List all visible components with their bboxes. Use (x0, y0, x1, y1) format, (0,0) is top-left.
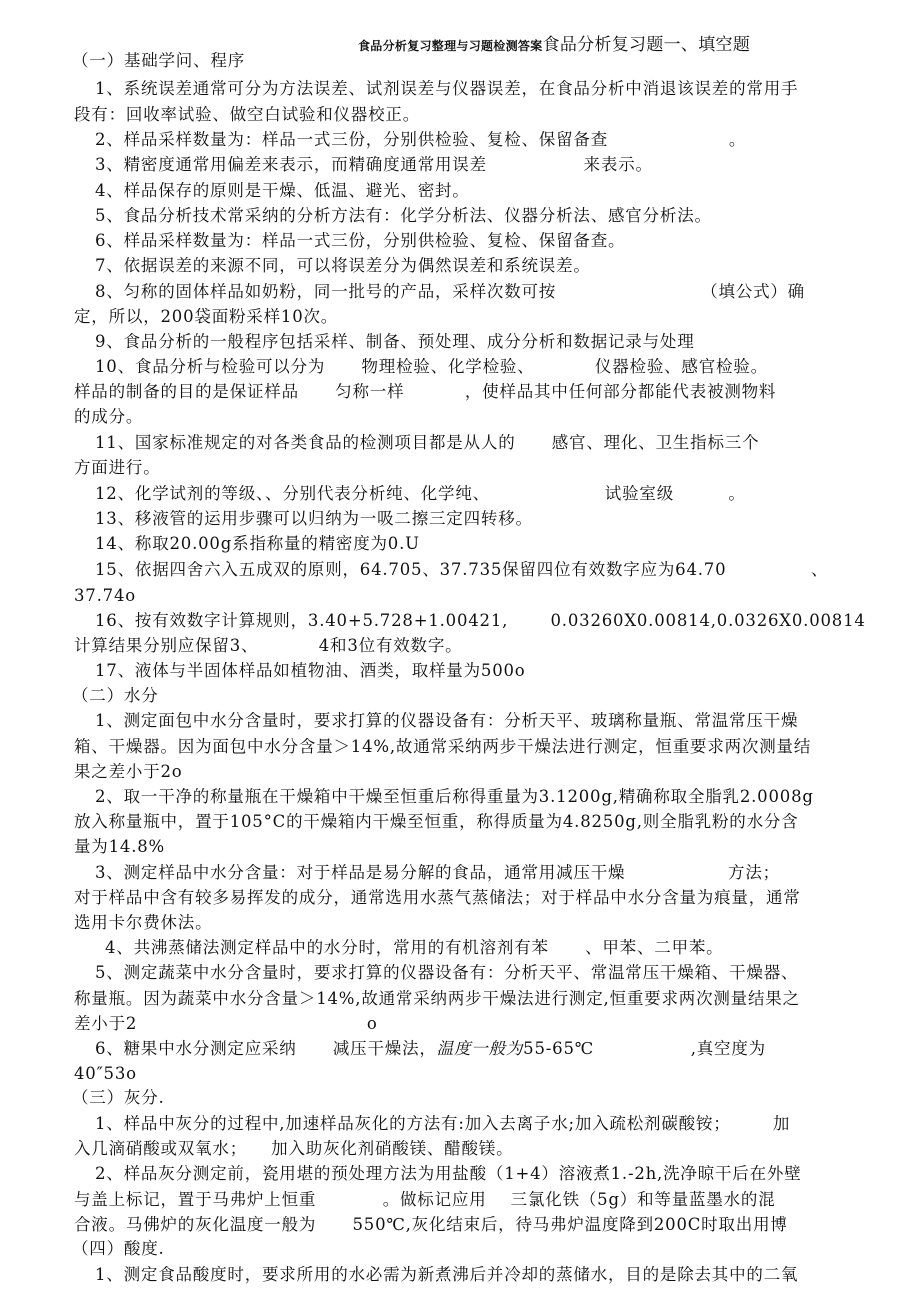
text-line: 与盖上标记，置于马弗炉上恒重 。做标记应用 三氯化铁（5g）和等量蓝墨水的混 (74, 1190, 776, 1209)
text-line: 6、样品采样数量为：样品一式三份，分别供检验、复检、保留备查。 (95, 231, 626, 250)
header-large-title: 食品分析复习题一、填空题 (542, 35, 751, 55)
text-line: 6、糖果中水分测定应采纳 减压干燥法，温度一般为55-65℃ ,真空度为 (95, 1039, 766, 1058)
text-line: 称量瓶。因为蔬菜中水分含量＞14%,故通常采纳两步干燥法进行测定,恒重要求两次测量结果之 (74, 989, 800, 1008)
text-line: 段有：回收率试验、做空白试验和仪器校正。 (74, 105, 420, 124)
text-line: 4、共沸蒸储法测定样品中的水分时，常用的有机溶剂有苯 、甲苯、二甲苯。 (105, 938, 724, 957)
text-line: 17、液体与半固体样品如植物油、酒类，取样量为500o (95, 661, 526, 680)
text-line: 果之差小于2o (74, 762, 183, 781)
section-heading-basics: （一）基础学问、程序 (72, 51, 245, 70)
text-line: 10、食品分析与检验可以分为 物理检验、化学检验、 仪器检验、感官检验。 (95, 357, 768, 376)
text-line: 差小于2 o (74, 1014, 378, 1033)
text-line: 对于样品中含有较多易挥发的成分，通常选用水蒸气蒸储法；对于样品中水分含量为痕量，通常 (74, 888, 801, 907)
text-line: 5、测定蔬菜中水分含量时，要求打算的仪器设备有：分析天平、常温常压干燥箱、干燥器、 (95, 963, 799, 982)
document-header (358, 30, 918, 55)
text-line: 定，所以，200袋面粉采样10次。 (74, 307, 339, 326)
text-line: 2、样品灰分测定前，瓷用堪的预处理方法为用盐酸（1+4）溶液煮1.-2h,洗净晾干后在外壁 (95, 1164, 802, 1183)
text-line: 13、移液管的运用步骤可以归纳为一吸二擦三定四转移。 (95, 509, 533, 528)
text-line: 3、精密度通常用偏差来表示，而精确度通常用误差 来表示。 (95, 155, 653, 174)
text-line: 选用卡尔费休法。 (74, 913, 213, 932)
text-line: 7、依据误差的来源不同，可以将误差分为偶然误差和系统误差。 (95, 256, 591, 275)
text-line: 5、食品分析技术常采纳的分析方法有：化学分析法、仪器分析法、感官分析法。 (95, 206, 712, 225)
text-line: 样品的制备的目的是保证样品 匀称一样 ，使样品其中任何部分都能代表被测物料 (74, 382, 777, 401)
text-line: 箱、干燥器。因为面包中水分含量＞14%,故通常采纳两步干燥法进行测定，恒重要求两次测量结 (74, 737, 812, 756)
text-line: 1、样品中灰分的过程中,加速样品灰化的方法有:加入去离子水;加入疏松剂碳酸铵； 加 (95, 1114, 791, 1133)
text-line: 的成分。 (74, 407, 144, 426)
text-line: 12、化学试剂的等级、、分别代表分析纯、化学纯、 试验室级 。 (95, 484, 746, 503)
text-line: 3、测定样品中水分含量：对于样品是易分解的食品，通常用减压干燥 方法； (95, 863, 780, 882)
text-line: 37.74o (74, 586, 136, 605)
text-line: 14、称取20.00g系指称量的精密度为0.U (95, 534, 420, 553)
text-line: 1、系统误差通常可分为方法误差、试剂误差与仪器误差，在食品分析中消退该误差的常用手 (95, 79, 799, 98)
section-heading-acidity: （四）酸度. (72, 1239, 165, 1258)
text-line: 1、测定食品酸度时，要求所用的水必需为新煮沸后并冷却的蒸储水，目的是除去其中的二氧 (95, 1265, 799, 1284)
text-line: 16、按有效数字计算规则，3.40+5.728+1.00421, 0.03260X0.00814,0.0326X0.00814 (95, 611, 866, 630)
italic-text: 温度一般为 (436, 1039, 524, 1058)
text-line: 1、测定面包中水分含量时，要求打算的仪器设备有：分析天平、玻璃称量瓶、常温常压干燥 (95, 711, 799, 730)
text-line: 15、依据四舍六入五成双的原则，64.705、37.735保留四位有效数字应为64.70 、 (95, 560, 829, 579)
text-line: 9、食品分析的一般程序包括采样、制备、预处理、成分分析和数据记录与处理 (95, 332, 695, 351)
text-line: 11、国家标准规定的对各类食品的检测项目都是从人的 感官、理化、卫生指标三个 (95, 433, 760, 452)
text-line: 4、样品保存的原则是干燥、低温、避光、密封。 (95, 181, 470, 200)
text-line: 量为14.8% (74, 837, 166, 856)
text-line: 方面进行。 (74, 458, 161, 477)
text-line: 8、匀称的固体样品如奶粉，同一批号的产品，采样次数可按 （填公式）确 (95, 282, 805, 301)
text-line: 40″53o (74, 1064, 137, 1083)
text-line: 放入称量瓶中，置于105°C的干燥箱内干燥至恒重，称得质量为4.8250g,则全脂乳粉的水分含 (74, 812, 799, 831)
text-line: 合液。马佛炉的灰化温度一般为 550℃,灰化结束后，待马弗炉温度降到200C时取出用博 (74, 1215, 788, 1234)
text-line: 计算结果分别应保留3、 4和3位有效数字。 (74, 636, 463, 655)
text-line: 入几滴硝酸或双氧水； 加入助灰化剂硝酸镁、醋酸镁。 (74, 1139, 514, 1158)
section-heading-moisture: （二）水分 (72, 686, 159, 705)
header-small-title: 食品分析复习整理与习题检测答案 (358, 39, 543, 53)
text-line: 2、取一干净的称量瓶在干燥箱中干燥至恒重后称得重量为3.1200g,精确称取全脂乳2.0008g (95, 787, 814, 806)
section-heading-ash: （三）灰分. (72, 1088, 165, 1107)
text-line: 2、样品采样数量为：样品一式三份，分别供检验、复检、保留备查 。 (95, 130, 747, 149)
